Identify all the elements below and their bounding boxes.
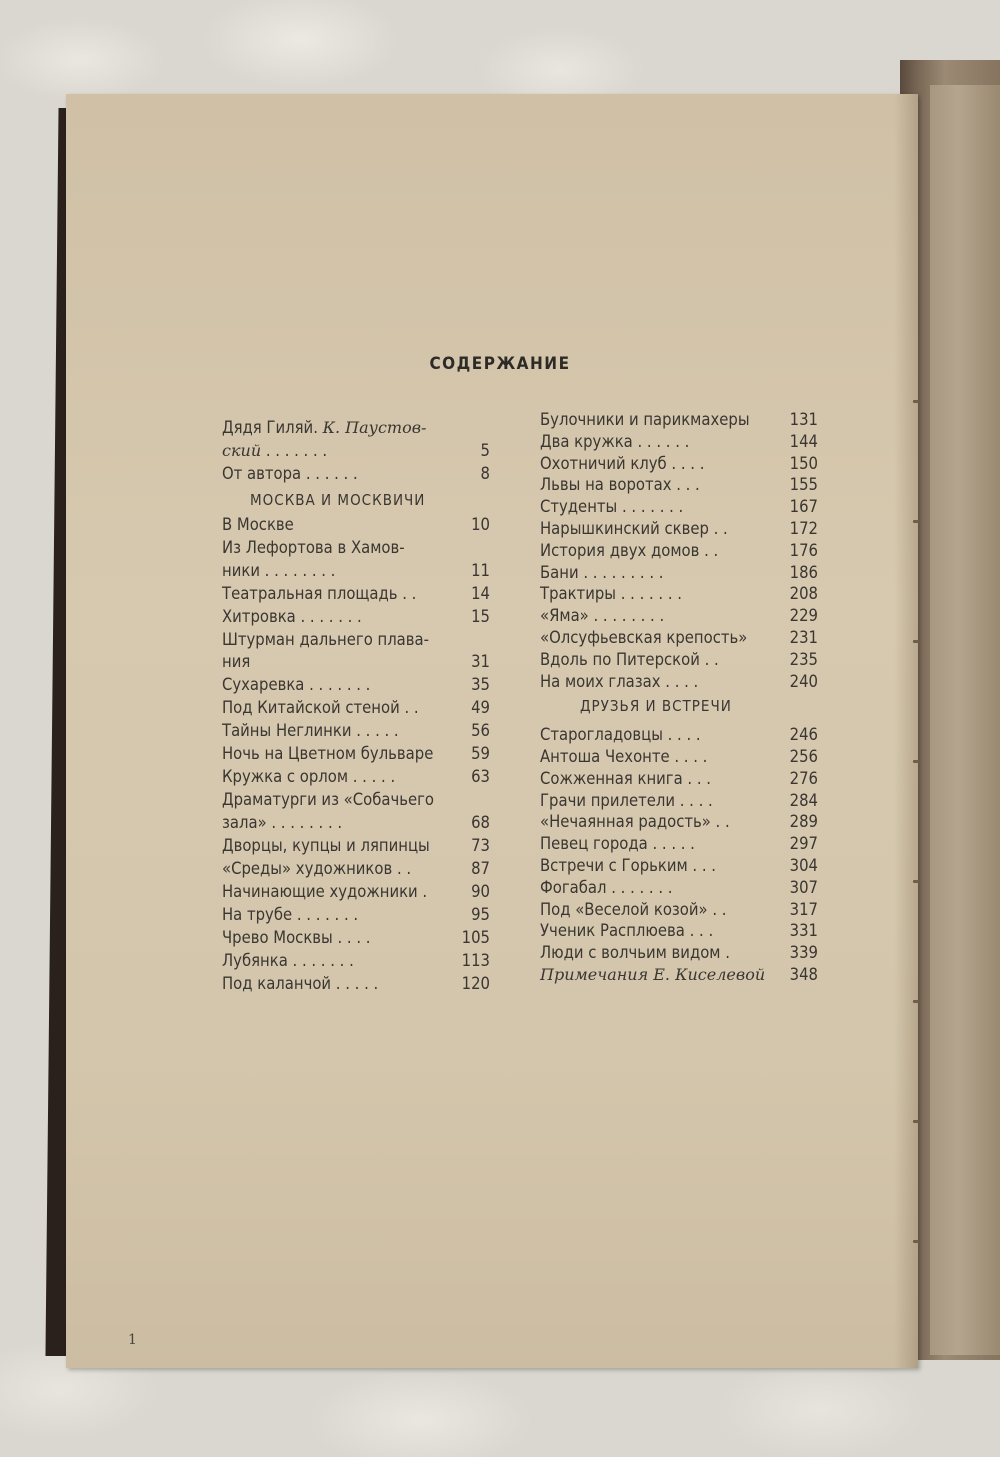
binding-stitch [913,760,919,763]
toc-entry-title [540,943,730,962]
leader-dots: . . [399,698,419,717]
toc-page-number: 105 [461,927,490,947]
toc-entry-title [222,859,411,878]
toc-entry-title [540,519,728,538]
toc-entry-label: Два кружка [540,431,633,451]
toc-entry [222,607,490,630]
section-heading: МОСКВА И МОСКВИЧИ [250,490,426,509]
toc-entry-label: Фогабал [540,877,607,897]
leader-dots: . . [392,858,412,878]
toc-entry-title [540,410,750,429]
toc-page-number: 49 [471,698,490,717]
toc-entry-title [540,791,713,810]
binding-stitch [913,1120,919,1123]
toc-entry [540,454,818,476]
toc-page-number: 240 [789,671,818,691]
toc-page-number: 348 [789,965,818,984]
toc-entry [540,725,818,747]
toc-entry-label: Львы на воротах [540,475,672,495]
toc-entry-title [540,541,718,560]
toc-entry-label: От автора [222,463,302,483]
leader-dots: . . . [684,921,714,941]
toc-entry [540,856,818,878]
leader-dots: . . [699,540,719,560]
toc-entry-label: зала» [222,812,267,832]
toc-entry-label: Под Китайской стеной [222,698,400,717]
toc-entry [222,905,490,928]
toc-entry-title [222,698,419,717]
toc-entry [222,974,490,997]
leader-dots: . . [397,583,417,603]
toc-page-number: 113 [461,950,490,970]
toc-entry [222,464,490,487]
toc-entry [540,878,818,900]
toc-entry-label-italic: ский [222,440,262,460]
toc-entry-title [222,790,434,809]
toc-page-number: 87 [471,858,490,878]
toc-entry [222,561,490,584]
toc-page-number: 31 [471,652,490,671]
toc-page-number: 95 [471,904,490,924]
leader-dots: . . . . . . . [295,606,362,626]
toc-entry [540,541,818,563]
toc-page-number: 229 [789,606,818,626]
toc-entry [222,951,490,974]
leader-dots: . . . . . [647,834,695,854]
toc-entry [540,672,818,694]
leader-dots: . . [710,812,730,832]
leader-dots: . . [699,649,719,669]
toc-entry-title [222,836,430,855]
leader-dots: . . . [687,856,716,875]
toc-entry [222,721,490,744]
toc-entry-title [222,813,342,832]
toc-entry [540,747,818,769]
toc-page-number: 231 [789,628,818,647]
toc-page-number: 256 [789,747,818,766]
leader-dots: . . . . . . . [616,584,682,604]
toc-entry-title [540,812,730,831]
toc-entry-title [540,650,719,669]
leader-dots: . . . . . . . . [259,560,336,580]
toc-entry-label: Встречи с Горьким [540,856,688,875]
toc-entry-title [222,607,362,626]
toc-page-number: 235 [789,649,818,669]
toc-page-number: 11 [471,560,490,580]
toc-entry-label: Грачи прилетели [540,790,676,810]
toc-entry-title [222,951,354,970]
toc-entry [540,812,818,834]
toc-entry [540,606,818,628]
toc-page-number: 307 [789,877,818,897]
toc-page-number: 73 [471,835,490,855]
toc-page-number: 297 [789,834,818,854]
toc-entry [540,628,818,650]
toc-page-number: 35 [471,675,490,694]
toc-page-number: 150 [789,453,818,473]
leader-dots: . . . . . . [301,463,358,483]
toc-entry-title [222,561,335,580]
toc-page-number: 186 [789,562,818,582]
toc-entry [222,630,490,653]
toc-entry-label: Тайны Неглинки [222,721,352,740]
toc-entry [540,965,818,987]
toc-entry-label: Штурман дальнего плава- [222,629,429,649]
toc-entry [540,432,818,454]
toc-entry-label: Дворцы, купцы и ляпинцы [222,835,430,855]
toc-entry-title [540,769,711,788]
toc-entry [540,584,818,606]
leader-dots: . . . . [666,453,705,473]
toc-entry-title [222,538,405,557]
toc-entry-label: Лубянка [222,950,288,970]
leader-dots: . . . . . . . [261,440,328,460]
toc-entry-label: Ученик Расплюева [540,921,685,941]
leader-dots: . . . . . [351,721,399,740]
leader-dots: . . [708,519,728,538]
toc-entry-label: «Нечаянная радость» [540,812,711,832]
toc-entry [222,836,490,859]
leader-dots: . . . . . . . [304,675,371,694]
toc-entry [540,834,818,856]
toc-entry-title [540,454,704,473]
toc-entry [222,675,490,698]
toc-entry-label: Чрево Москвы [222,927,333,947]
leader-dots: . . . . [332,927,371,947]
toc-entry-label: Начинающие художники [222,881,418,901]
toc-page-number: 331 [789,921,818,941]
toc-entry-title [222,974,378,993]
leader-dots: . . . . [675,790,713,810]
toc-page-number: 176 [789,540,818,560]
toc-entry-label: Певец города [540,834,648,854]
toc-entry [540,563,818,585]
toc-entry-label: Старогладовцы [540,725,663,745]
book-cover-right-board [930,85,1000,1355]
toc-page-number: 15 [471,606,490,626]
toc-page-number: 155 [789,475,818,495]
toc-entry-title [540,834,695,853]
binding-stitch [913,400,919,403]
toc-entry-label: Под каланчой [222,973,332,993]
toc-page-number: 339 [789,943,818,963]
toc-entry-title [540,725,701,744]
toc-entry-title [222,515,294,534]
toc-page-number: 8 [480,463,490,483]
toc-entry [540,410,818,432]
toc-entry-title [222,584,416,603]
leader-dots: . . . . [662,725,701,745]
toc-entry-title [540,475,700,494]
toc-entry-title [222,744,433,763]
toc-entry [222,928,490,951]
toc-entry-label: На трубе [222,904,293,924]
toc-entry-label: Театральная площадь [222,583,398,603]
toc-page-number: 276 [789,768,818,788]
toc-entry-label-italic: Примечания Е. Киселевой [540,965,766,984]
toc-page-number: 289 [789,812,818,832]
toc-entry-label: Драматурги из «Собачьего [222,790,434,809]
toc-entry [222,767,490,790]
toc-entry [222,744,490,767]
toc-entry-label: ники [222,560,260,580]
toc-entry-label: Охотничий клуб [540,453,667,473]
toc-entry-title [222,441,327,460]
toc-page-number: 304 [789,856,818,875]
leader-dots: . . . . . . . [287,950,354,970]
toc-entry [540,943,818,965]
leader-dots: . . [707,899,727,919]
binding-stitch [913,520,919,523]
toc-entry-label: Сожженная книга [540,768,683,788]
toc-entry-title [222,675,370,694]
toc-page-number: 131 [789,410,818,429]
toc-entry-title [540,628,747,647]
toc-page-number: 59 [471,744,490,763]
toc-entry-title [540,497,683,516]
binding-stitch [913,640,919,643]
toc-entry [222,698,490,721]
toc-entry-title [222,418,426,437]
toc-entry-label: Дядя Гиляй. [222,418,323,437]
page-gutter-shadow [894,94,918,1368]
toc-entry-title [222,905,358,924]
toc-page-number: 120 [461,973,490,993]
leader-dots: . . . . . [331,973,379,993]
toc-entry-label: «Олсуфьевская крепость» [540,628,748,647]
leader-dots: . . . . . . [632,431,690,451]
toc-page-number: 317 [789,899,818,919]
leader-dots: . . . . . . . [606,877,673,897]
toc-page-number: 208 [789,584,818,604]
toc-entry-label: Из Лефортова в Хамов- [222,538,405,557]
toc-entry [222,859,490,882]
page-folio: 1 [128,1332,137,1348]
toc-entry-label: На моих глазах [540,671,661,691]
leader-dots: . . . [682,768,711,788]
toc-page-number: 284 [789,790,818,810]
toc-entry [540,921,818,943]
toc-entry-label: Бани [540,562,579,582]
toc-entry-label: Антоша Чехонте [540,747,670,766]
toc-page-number: 56 [471,721,490,740]
toc-entry [540,791,818,813]
page-title: СОДЕРЖАНИЕ [429,354,571,374]
toc-entry [222,418,490,441]
toc-entry [222,584,490,607]
toc-entry-label-italic: К. Паустов- [322,418,427,437]
toc-entry-title [540,856,716,875]
toc-entry-title [540,900,726,919]
toc-entry [222,652,490,675]
toc-entry [540,497,818,519]
toc-entry [222,538,490,561]
toc-entry-label: Под «Веселой козой» [540,899,708,919]
leader-dots: . . . . . . . . . [578,562,664,582]
toc-entry [222,790,490,813]
toc-entry-label: «Среды» художников [222,858,393,878]
toc-entry-title [540,672,698,691]
leader-dots: . . . . [669,747,708,766]
leader-dots: . [720,943,730,963]
toc-page-number: 10 [471,515,490,534]
toc-page-number: 90 [471,881,490,901]
toc-page-number: 167 [789,497,818,517]
toc-entry-label: Булочники и парикмахеры [540,410,750,429]
toc-page-number: 5 [480,440,490,460]
toc-entry-title [540,965,765,984]
toc-entry [540,769,818,791]
toc-page-number: 14 [471,583,490,603]
toc-entry-title [540,747,707,766]
toc-entry-title [540,563,663,582]
toc-entry-title [222,721,399,740]
toc-entry-label: Ночь на Цветном бульваре [222,744,434,763]
toc-entry [540,900,818,922]
toc-entry [222,515,490,538]
toc-entry-title [222,767,395,786]
binding-stitch [913,1240,919,1243]
toc-entry-label: ния [222,652,251,671]
toc-entry-label: Сухаревка [222,675,305,694]
toc-entry [540,475,818,497]
toc-entry [222,813,490,836]
toc-entry-title [222,652,250,671]
section-heading: ДРУЗЬЯ И ВСТРЕЧИ [580,697,732,716]
toc-entry-title [222,928,371,947]
toc-page-number: 68 [471,812,490,832]
toc-page-number: 172 [789,519,818,538]
toc-entry-label: Хитровка [222,606,296,626]
toc-entry-label: Вдоль по Питерской [540,649,700,669]
toc-entry-label: «Яма» [540,606,589,626]
toc-entry-label: Трактиры [540,584,616,604]
toc-entry-label: В Москве [222,515,294,534]
toc-entry-title [540,921,713,940]
toc-entry-label: Нарышкинский сквер [540,519,709,538]
toc-entry-title [222,630,429,649]
toc-entry [222,441,490,464]
toc-entry-label: Люди с волчьим видом [540,943,721,963]
toc-entry [222,882,490,905]
leader-dots: . . . . . . . [292,904,359,924]
toc-entry-title [222,882,427,901]
toc-entry-title [222,464,358,483]
toc-entry-label: Кружка с орлом [222,767,349,786]
leader-dots: . . . . . . . [617,497,684,517]
toc-entry-label: История двух домов [540,540,700,560]
leader-dots: . . . [671,475,700,495]
toc-entry-title [540,878,672,897]
toc-page-number: 144 [789,431,818,451]
toc-entry [540,650,818,672]
leader-dots: . . . . [660,671,699,691]
toc-page-number: 246 [789,725,818,745]
leader-dots: . . . . . . . . [588,606,665,626]
binding-stitch [913,1000,919,1003]
toc-entry-title [540,432,689,451]
toc-entry-title [540,584,682,603]
leader-dots: . [417,881,428,901]
toc-entry-label: Студенты [540,497,618,517]
toc-page-number: 63 [471,767,490,786]
leader-dots: . . . . . [348,767,396,786]
toc-entry-title [540,606,664,625]
leader-dots: . . . . . . . . [266,812,343,832]
toc-entry [540,519,818,541]
binding-stitch [913,880,919,883]
